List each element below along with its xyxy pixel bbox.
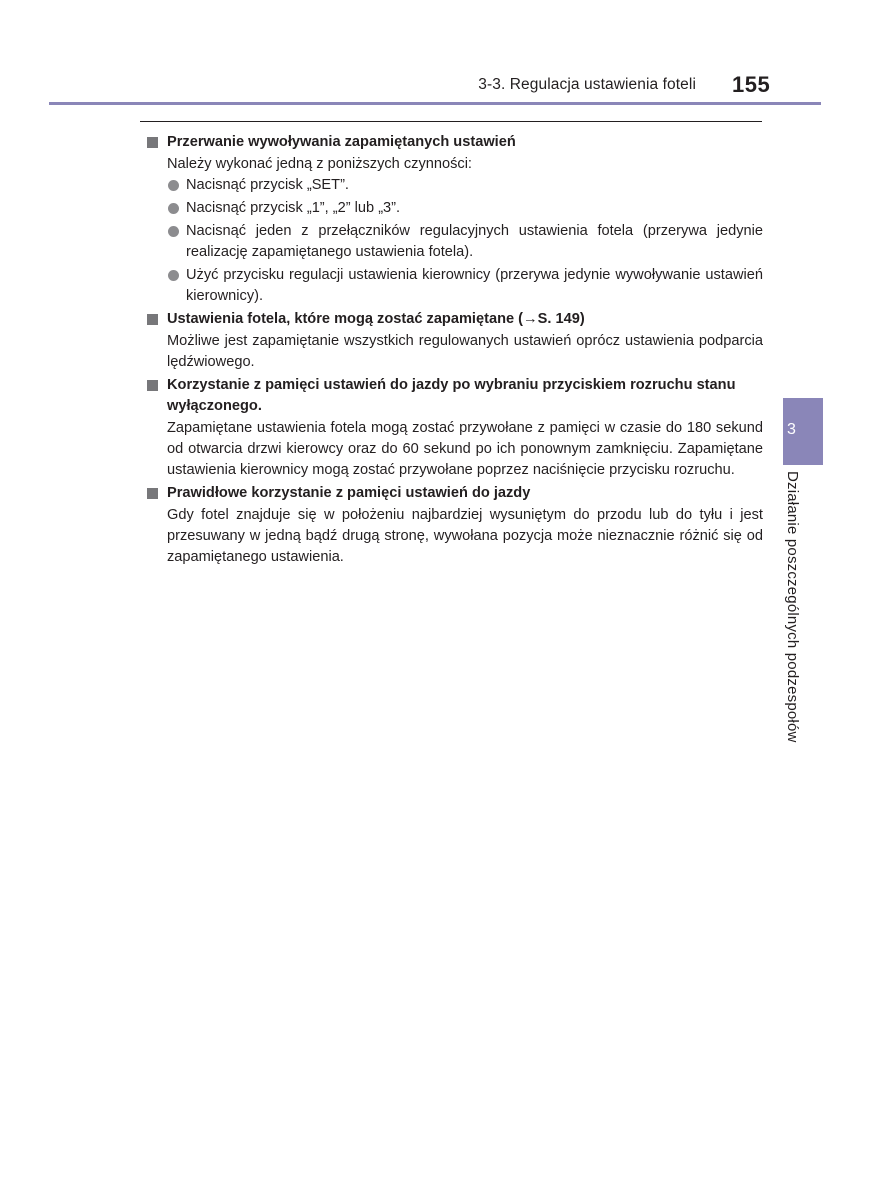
section-memorizable-settings — [147, 309, 763, 373]
page-number: 155 — [732, 72, 771, 97]
section-heading — [147, 483, 763, 504]
section-memory-after-off — [147, 375, 763, 481]
section-heading-text: Ustawienia fotela, które mogą zostać zapamiętane (→S. 149) — [167, 311, 585, 327]
circle-bullet-icon — [168, 203, 179, 214]
section-body: Zapamiętane ustawienia fotela mogą zostać przywołane z pamięci w czasie do 180 sekund od otwarcia drzwi kierowcy oraz do 60 sekund po ich ponownym zamknięciu. Zapamiętane ustawienia kierownicy mogą zostać przywołane poprzez naciśnięcie przycisku rozruchu. — [167, 420, 763, 478]
section-body: Należy wykonać jedną z poniższych czynności: — [167, 156, 472, 172]
section-body: Możliwe jest zapamiętanie wszystkich regulowanych ustawień oprócz ustawienia podparcia lędźwiowego. — [167, 333, 763, 370]
bullet-list — [147, 175, 763, 307]
square-bullet-icon — [147, 137, 158, 148]
page-content — [147, 132, 763, 570]
section-heading — [147, 132, 763, 153]
section-heading-text: Korzystanie z pamięci ustawień do jazdy po wybraniu przyciskiem rozruchu stanu wyłączonego. — [167, 377, 736, 414]
list-item — [167, 198, 763, 219]
content-top-rule — [140, 121, 762, 122]
header-section-title: 3-3. Regulacja ustawienia foteli — [478, 76, 696, 93]
list-item-text: Nacisnąć przycisk „1”, „2” lub „3”. — [186, 200, 401, 216]
square-bullet-icon — [147, 314, 158, 325]
chapter-number: 3 — [787, 421, 796, 438]
circle-bullet-icon — [168, 226, 179, 237]
square-bullet-icon — [147, 488, 158, 499]
circle-bullet-icon — [168, 270, 179, 281]
list-item-text: Nacisnąć jeden z przełączników regulacyjnych ustawienia fotela (przerywa jedynie realizację zapamiętanego ustawienia fotela). — [186, 223, 763, 260]
section-correct-memory-use — [147, 483, 763, 568]
list-item-text: Użyć przycisku regulacji ustawienia kierownicy (przerywa jedynie wywoływanie ustawień kierownicy). — [186, 267, 763, 304]
section-heading — [147, 375, 763, 417]
list-item — [167, 175, 763, 196]
section-body: Gdy fotel znajduje się w położeniu najbardziej wysuniętym do przodu lub do tyłu i jest przesuwany w jedną bądź drugą stronę, wywołana pozycja może nieznacznie różnić się od zapamiętanego ustawienia. — [167, 507, 763, 565]
section-cancel-memory-recall — [147, 132, 763, 307]
section-heading-text: Prawidłowe korzystanie z pamięci ustawień do jazdy — [167, 485, 531, 501]
list-item — [167, 221, 763, 263]
section-heading — [147, 309, 763, 330]
list-item-text: Nacisnąć przycisk „SET”. — [186, 177, 349, 193]
square-bullet-icon — [147, 380, 158, 391]
list-item — [167, 265, 763, 307]
header-rule — [49, 102, 821, 105]
circle-bullet-icon — [168, 180, 179, 191]
section-heading-text: Przerwanie wywoływania zapamiętanych ustawień — [167, 134, 516, 150]
chapter-title: Działanie poszczególnych podzespołów — [784, 471, 801, 743]
